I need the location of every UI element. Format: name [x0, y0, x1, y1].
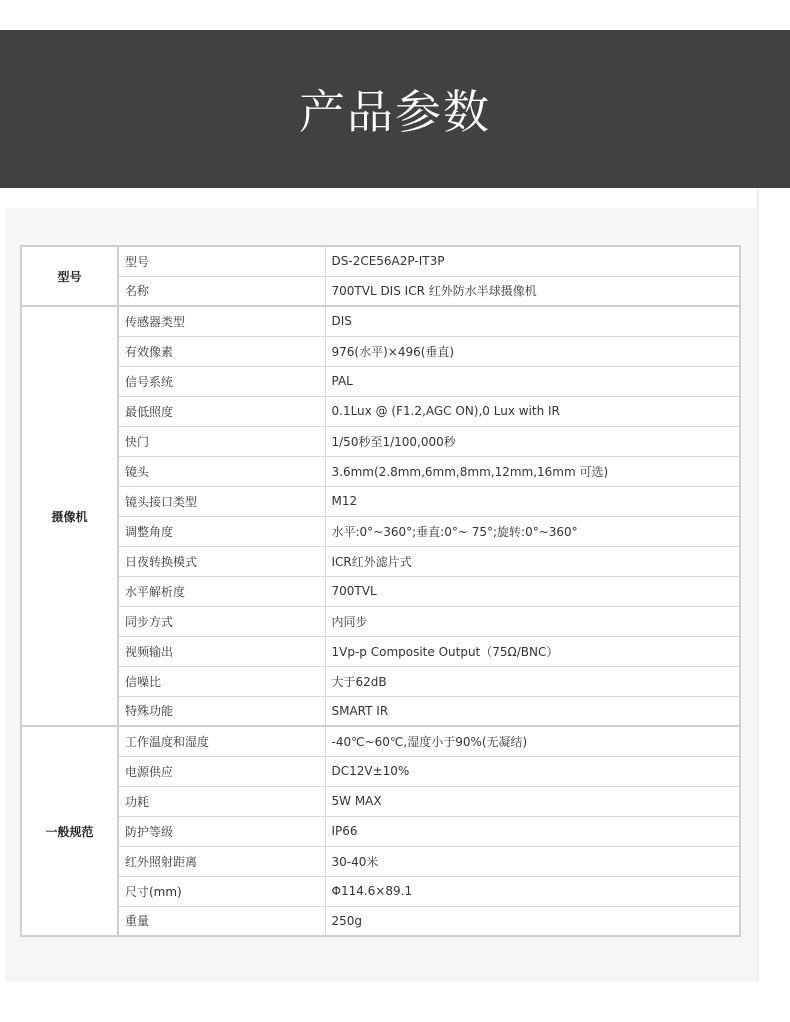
table-row	[21, 876, 740, 906]
param-value: Φ114.6×89.1	[325, 876, 740, 906]
table-row	[21, 516, 740, 546]
param-name: 镜头	[118, 456, 325, 486]
table-row	[21, 336, 740, 366]
table-row	[21, 816, 740, 846]
table-row	[21, 396, 740, 426]
param-value: 3.6mm(2.8mm,6mm,8mm,12mm,16mm 可选)	[325, 456, 740, 486]
param-value: 250g	[325, 906, 740, 936]
param-name: 信噪比	[118, 666, 325, 696]
param-name: 信号系统	[118, 366, 325, 396]
param-name: 水平解析度	[118, 576, 325, 606]
param-value: PAL	[325, 366, 740, 396]
group-label: 型号	[21, 246, 118, 306]
spec-table	[20, 245, 741, 937]
param-value: SMART IR	[325, 696, 740, 726]
param-value: DIS	[325, 306, 740, 336]
page-title: 产品参数	[299, 85, 491, 139]
param-value: 0.1Lux @ (F1.2,AGC ON),0 Lux with IR	[325, 396, 740, 426]
param-name: 视频输出	[118, 636, 325, 666]
param-value: IP66	[325, 816, 740, 846]
param-name: 名称	[118, 276, 325, 306]
table-row	[21, 546, 740, 576]
spec-table-body	[21, 246, 740, 936]
param-value: 1/50秒至1/100,000秒	[325, 426, 740, 456]
table-row	[21, 366, 740, 396]
table-row	[21, 426, 740, 456]
param-name: 尺寸(mm)	[118, 876, 325, 906]
param-value: 5W MAX	[325, 786, 740, 816]
table-row	[21, 276, 740, 306]
param-value: 1Vp-p Composite Output（75Ω/BNC）	[325, 636, 740, 666]
param-value: 水平:0°~360°;垂直:0°~ 75°;旋转:0°~360°	[325, 516, 740, 546]
table-row	[21, 906, 740, 936]
param-name: 有效像素	[118, 336, 325, 366]
table-row	[21, 696, 740, 726]
table-row	[21, 846, 740, 876]
param-value: -40℃~60℃,湿度小于90%(无凝结)	[325, 726, 740, 756]
param-name: 功耗	[118, 786, 325, 816]
table-row	[21, 456, 740, 486]
group-label: 一般规范	[21, 726, 118, 936]
param-value: 976(水平)×496(垂直)	[325, 336, 740, 366]
table-row	[21, 786, 740, 816]
table-row	[21, 306, 740, 336]
param-name: 特殊功能	[118, 696, 325, 726]
table-row	[21, 756, 740, 786]
group-label: 摄像机	[21, 306, 118, 726]
table-row	[21, 246, 740, 276]
table-row	[21, 636, 740, 666]
table-row	[21, 486, 740, 516]
param-name: 镜头接口类型	[118, 486, 325, 516]
param-name: 最低照度	[118, 396, 325, 426]
panel-edge	[757, 188, 759, 982]
param-name: 工作温度和湿度	[118, 726, 325, 756]
param-value: 内同步	[325, 606, 740, 636]
param-value: 700TVL	[325, 576, 740, 606]
param-name: 重量	[118, 906, 325, 936]
param-name: 电源供应	[118, 756, 325, 786]
param-name: 日夜转换模式	[118, 546, 325, 576]
param-name: 防护等级	[118, 816, 325, 846]
param-name: 快门	[118, 426, 325, 456]
param-name: 红外照射距离	[118, 846, 325, 876]
param-value: 大于62dB	[325, 666, 740, 696]
table-row	[21, 726, 740, 756]
param-value: 30-40米	[325, 846, 740, 876]
title-banner	[0, 30, 790, 188]
param-value: M12	[325, 486, 740, 516]
param-value: 700TVL DIS ICR 红外防水半球摄像机	[325, 276, 740, 306]
param-name: 同步方式	[118, 606, 325, 636]
param-value: DS-2CE56A2P-IT3P	[325, 246, 740, 276]
param-value: DC12V±10%	[325, 756, 740, 786]
table-row	[21, 666, 740, 696]
table-row	[21, 576, 740, 606]
table-row	[21, 606, 740, 636]
param-name: 传感器类型	[118, 306, 325, 336]
param-name: 调整角度	[118, 516, 325, 546]
param-name: 型号	[118, 246, 325, 276]
param-value: ICR红外滤片式	[325, 546, 740, 576]
